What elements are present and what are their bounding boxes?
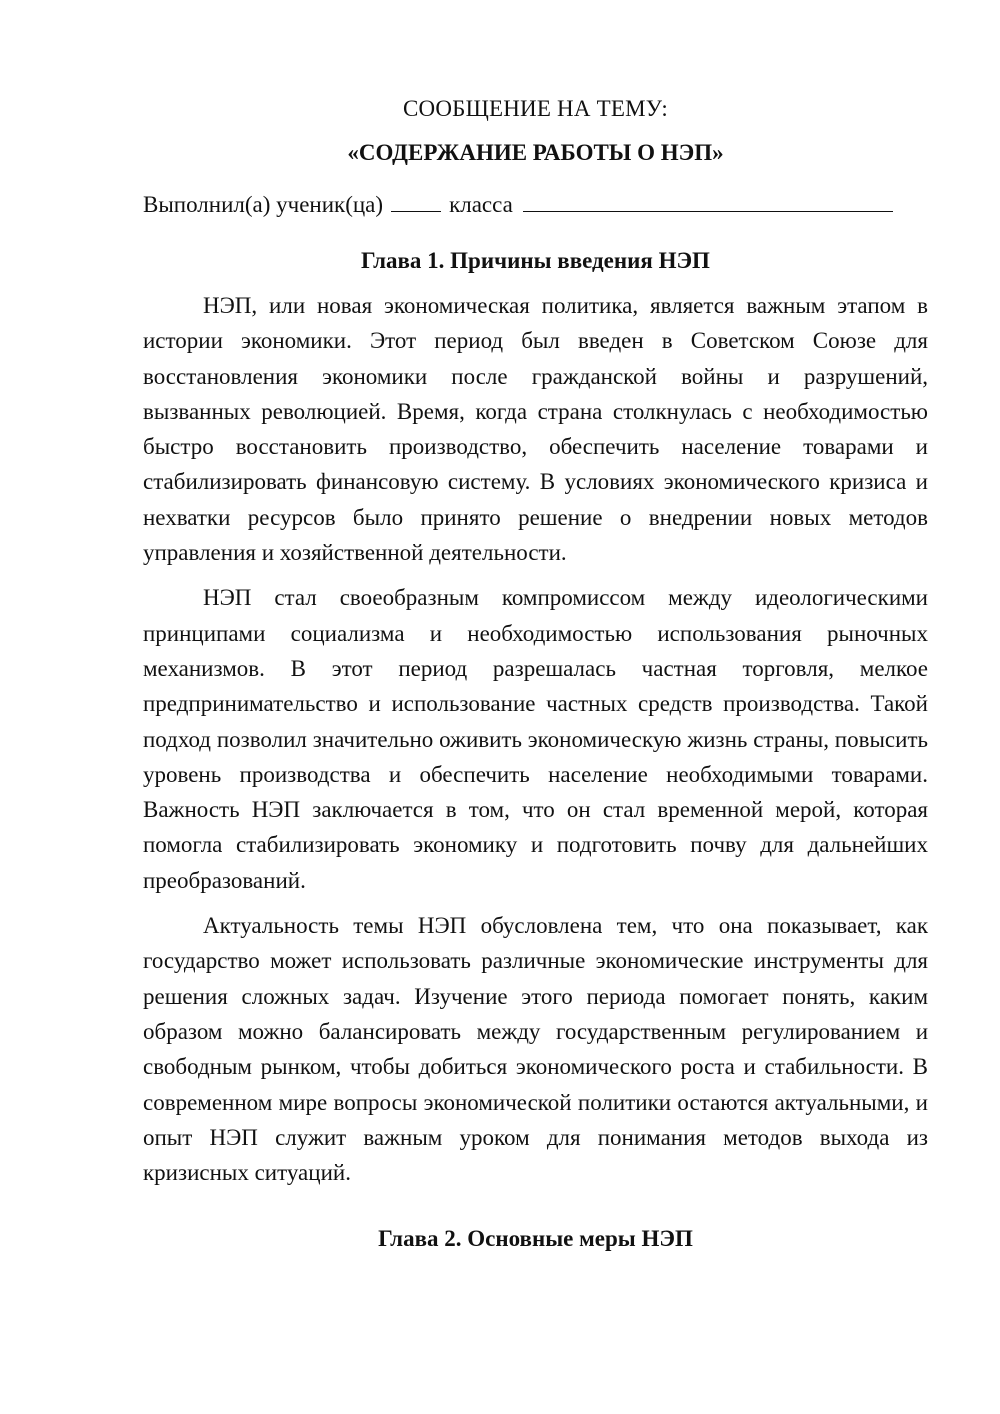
chapter-2-title: Глава 2. Основные меры НЭП — [378, 1226, 693, 1252]
author-label: Выполнил(а) ученик(ца) — [143, 192, 384, 217]
chapter-1-title: Глава 1. Причины введения НЭП — [361, 248, 710, 273]
chapter-1-paragraph-2: НЭП стал своеобразным компромиссом между идеологическими принципами социализма и необходимостью использования рыночных механизмов. В этот период разрешалась частная торговля, мелкое предпринимательство и использование частных средств производства. Такой подход позволил значительно оживить экономическую жизнь страны, повысить уровень производства и обеспечить население необходимыми товарами. Важность НЭП заключается в том, что он стал временной мерой, которая помогла стабилизировать экономику и подготовить почву для дальнейших преобразований. — [143, 585, 928, 893]
chapter-1-paragraph-1: НЭП, или новая экономическая политика, является важным этапом в истории экономики. Этот период был введен в Советском Союзе для восстановления экономики после гражданской войны и разрушений, вызванных революцией. Время, когда страна столкнулась с необходимостью быстро восстановить производство, обеспечить население товарами и стабилизировать финансовую систему. В условиях экономического кризиса и нехватки ресурсов было принято решение о внедрении новых методов управления и хозяйственной деятельности. — [143, 293, 928, 566]
grade-blank-field — [391, 189, 441, 212]
chapter-1-paragraph-3: Актуальность темы НЭП обусловлена тем, что она показывает, как государство может использовать различные экономические инструменты для решения сложных задач. Изучение этого периода помогает понять, каким образом можно балансировать между государственным регулированием и свободным рынком, чтобы добиться экономического роста и стабильности. В современном мире вопросы экономической политики остаются актуальными, и опыт НЭП служит важным уроком для понимания методов выхода из кризисных ситуаций. — [143, 913, 928, 1186]
author-line — [143, 188, 928, 222]
student-name-blank-field — [523, 189, 893, 212]
document-title: СООБЩЕНИЕ НА ТЕМУ: — [403, 96, 668, 121]
document-subtitle: «СОДЕРЖАНИЕ РАБОТЫ О НЭП» — [347, 140, 724, 165]
class-label: класса — [449, 192, 513, 217]
document-content — [143, 92, 928, 1256]
